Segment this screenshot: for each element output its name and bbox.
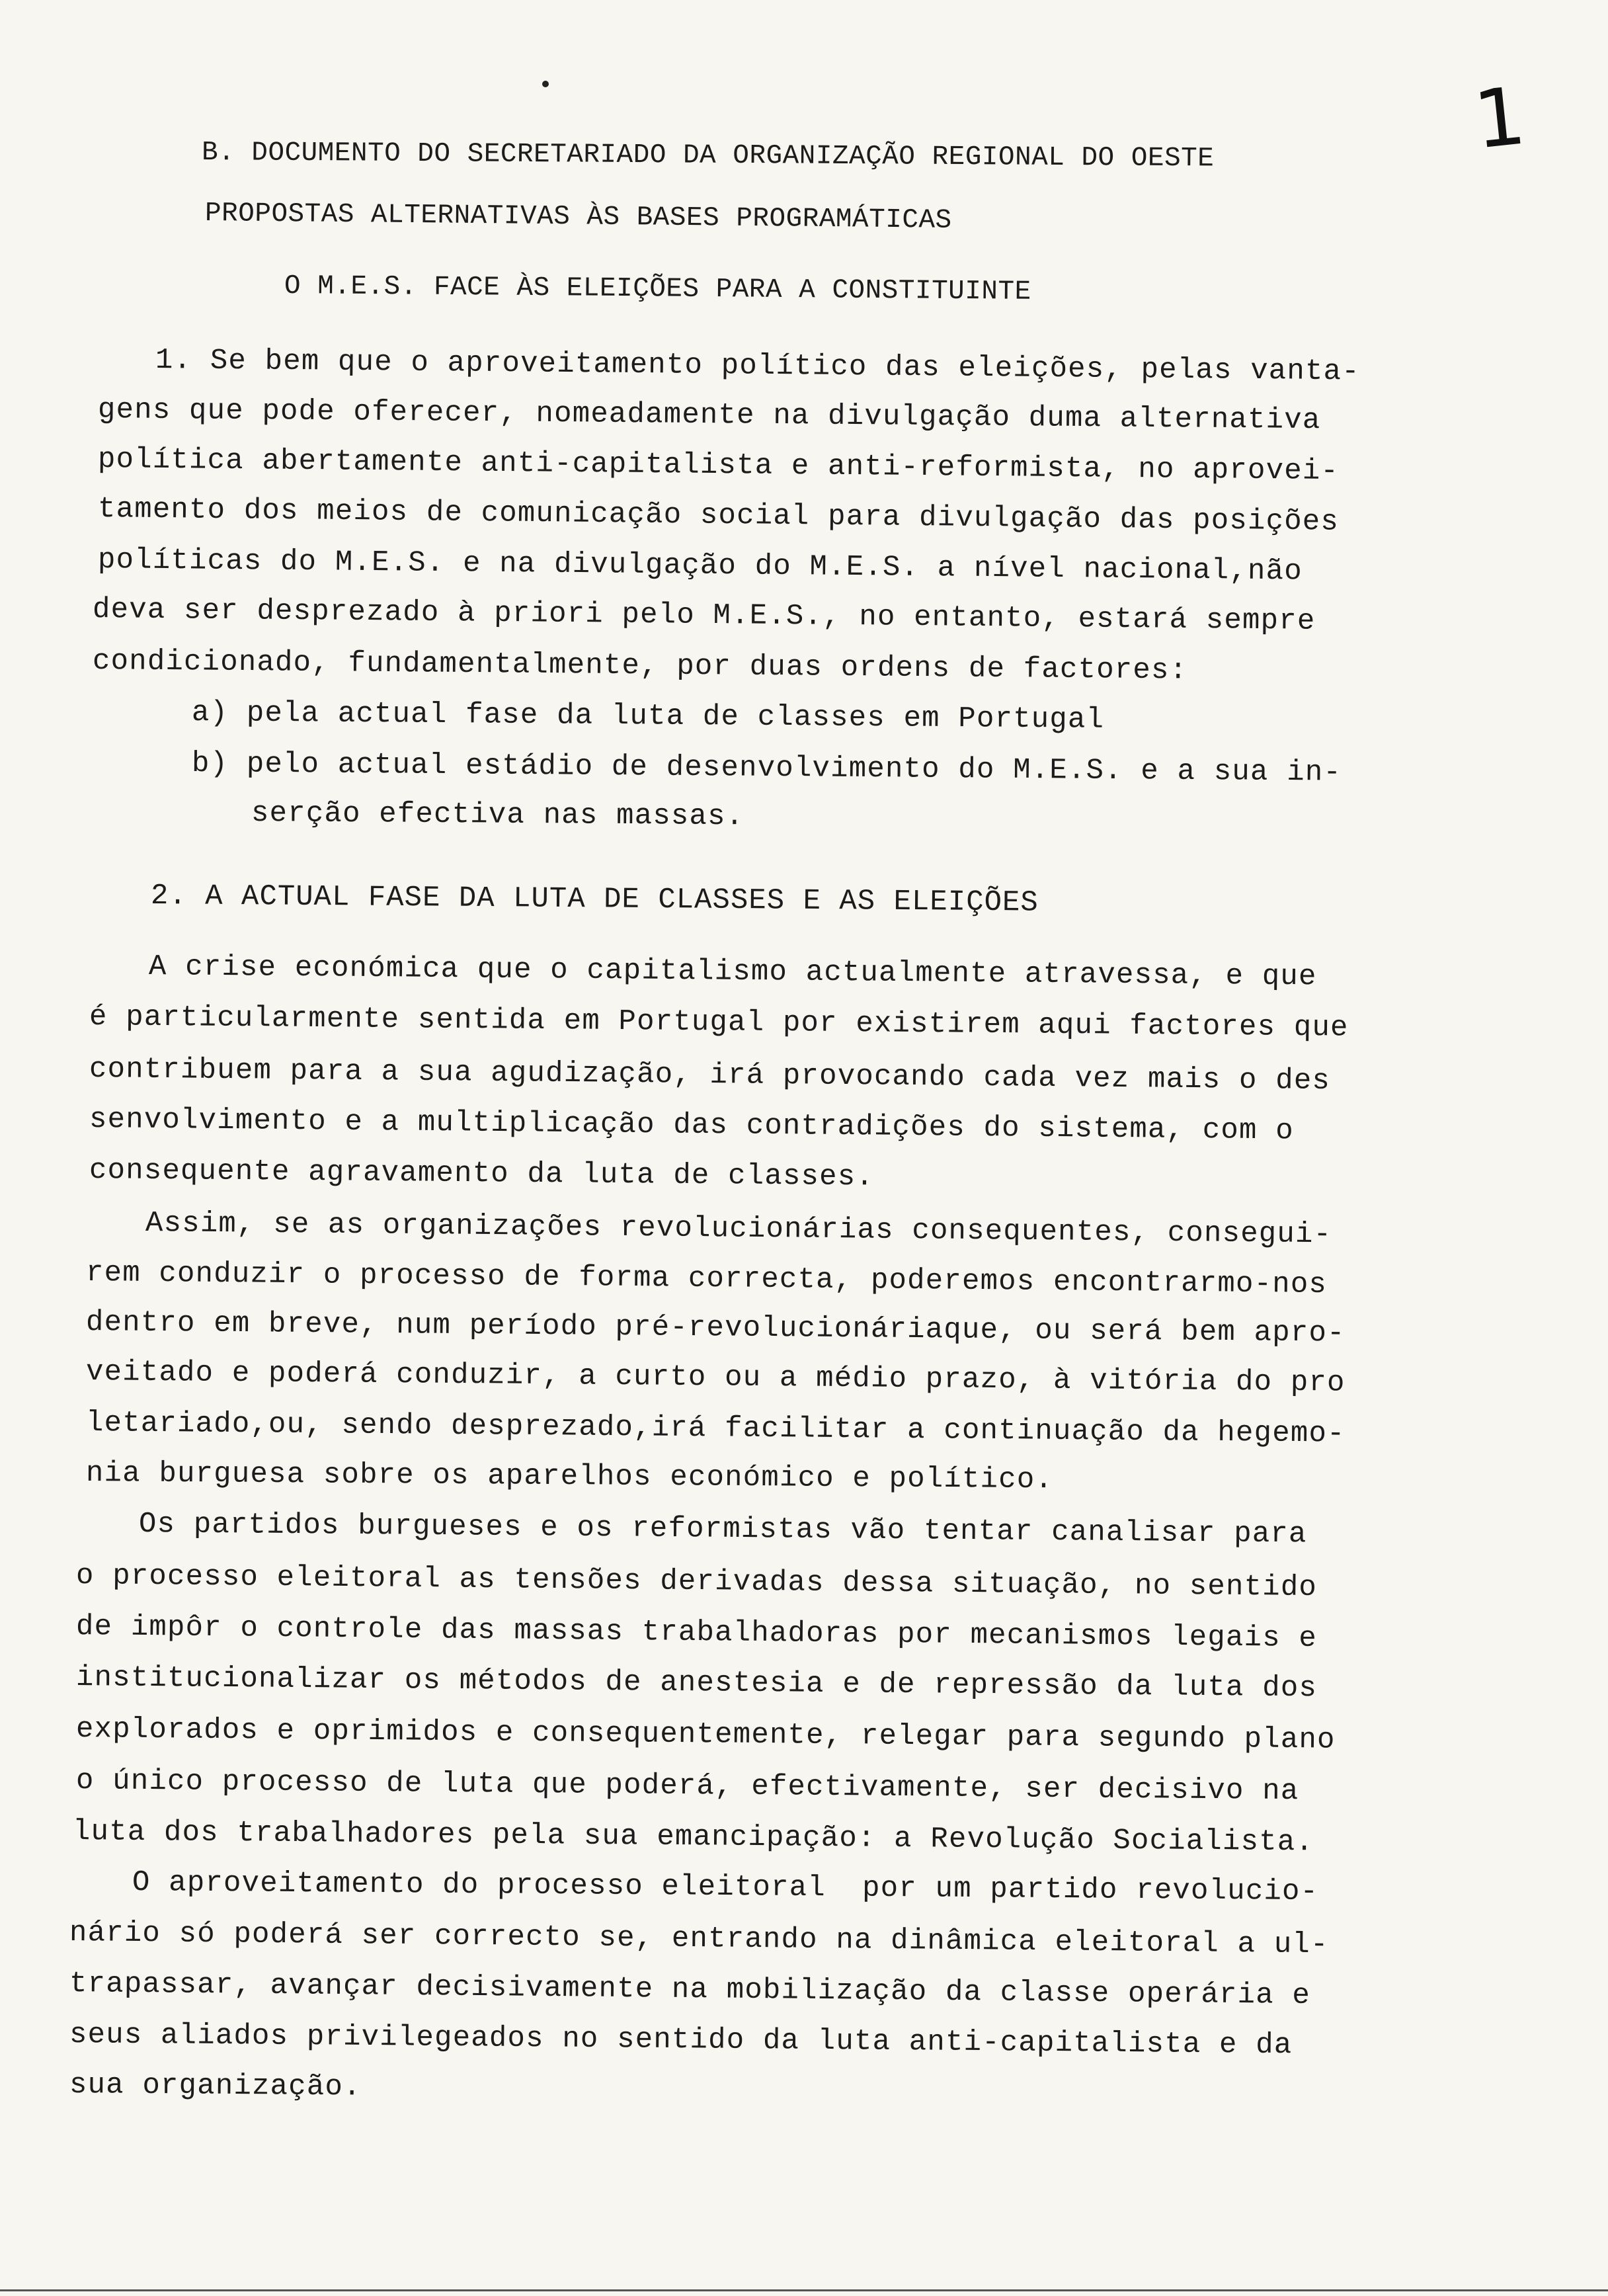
section2-line: nia burguesa sobre os aparelhos económico e político. xyxy=(85,1457,1054,1497)
section2-line: de impôr o controle das massas trabalhadoras por mecanismos legais e xyxy=(75,1610,1318,1656)
section2-line: letariado,ou, sendo desprezado,irá facilitar a continuação da hegemo- xyxy=(85,1407,1346,1451)
ink-speck xyxy=(542,81,549,87)
section2-line: consequente agravamento da luta de classes. xyxy=(89,1154,875,1194)
section1-line: política abertamente anti-capitalista e anti-reformista, no aprovei- xyxy=(97,443,1340,489)
section1-line: gens que pode oferecer, nomeadamente na divulgação duma alternativa xyxy=(97,393,1321,438)
section2-line: seus aliados privilegeados no sentido da luta anti-capitalista e da xyxy=(69,2018,1293,2063)
section2-line: A crise económica que o capitalismo actualmente atravessa, e que xyxy=(148,950,1317,994)
section2-line: é particularmente sentida em Portugal por existirem aqui factores que xyxy=(89,1001,1349,1045)
section2-line: O aproveitamento do processo eleitoral por um partido revolucio- xyxy=(132,1866,1319,1909)
section1-line: 1. Se bem que o aproveitamento político das eleições, pelas vanta- xyxy=(155,344,1361,389)
section1-line: deva ser desprezado à priori pelo M.E.S., no entanto, estará sempre xyxy=(92,593,1316,638)
document-heading: O M.E.S. FACE ÀS ELEIÇÕES PARA A CONSTITUINTE xyxy=(284,271,1031,308)
section2-line: veitado e poderá conduzir, a curto ou a médio prazo, à vitória do pro xyxy=(85,1356,1346,1400)
section2-line: sua organização. xyxy=(69,2069,362,2104)
section2-line: Assim, se as organizações revolucionárias consequentes, consegui- xyxy=(145,1207,1332,1252)
section2-line: nário só poderá ser correcto se, entrando na dinâmica eleitoral a ul- xyxy=(69,1916,1329,1962)
section2-line: o único processo de luta que poderá, efectivamente, ser decisivo na xyxy=(75,1764,1299,1809)
list-item-b: b) pelo actual estádio de desenvolvimento do M.E.S. e a sua in- xyxy=(191,747,1342,790)
document-subtitle: PROPOSTAS ALTERNATIVAS ÀS BASES PROGRAMÁTICAS xyxy=(204,198,952,236)
section1-line: condicionado, fundamentalmente, por duas ordens de factores: xyxy=(92,645,1188,688)
section1-line: tamento dos meios de comunicação social para divulgação das posições xyxy=(97,493,1340,539)
section2-line: rem conduzir o processo de forma correcta, poderemos encontrarmo-nos xyxy=(85,1256,1328,1302)
section2-line: Os partidos burgueses e os reformistas vão tentar canalisar para xyxy=(138,1508,1307,1551)
section2-line: explorados e oprimidos e consequentemente, relegar para segundo plano xyxy=(75,1713,1336,1757)
page-number: 1 xyxy=(1469,70,1530,167)
list-item-b-continued: serção efectiva nas massas. xyxy=(251,797,744,834)
section2-heading: 2. A ACTUAL FASE DA LUTA DE CLASSES E AS ELEIÇÕES xyxy=(150,880,1039,920)
section2-line: institucionalizar os métodos de anestesia e de repressão da luta dos xyxy=(75,1661,1318,1705)
section2-line: trapassar, avançar decisivamente na mobilização da classe operária e xyxy=(69,1967,1311,2013)
section2-line: luta dos trabalhadores pela sua emancipação: a Revolução Socialista. xyxy=(72,1815,1314,1860)
bottom-edge-line xyxy=(0,2289,1608,2291)
document-title: B. DOCUMENTO DO SECRETARIADO DA ORGANIZAÇÃO REGIONAL DO OESTE xyxy=(201,138,1215,175)
section2-line: contribuem para a sua agudização, irá provocando cada vez mais o des xyxy=(89,1053,1331,1098)
list-item-a: a) pela actual fase da luta de classes em Portugal xyxy=(191,696,1105,737)
section2-line: dentro em breve, num período pré-revolucionáriaque, ou será bem apro- xyxy=(85,1306,1346,1350)
section2-line: senvolvimento e a multiplicação das contradições do sistema, com o xyxy=(89,1103,1295,1148)
section2-line: o processo eleitoral as tensões derivadas dessa situação, no sentido xyxy=(75,1559,1318,1605)
section1-line: políticas do M.E.S. e na divulgação do M.E.S. a nível nacional,não xyxy=(97,544,1303,589)
